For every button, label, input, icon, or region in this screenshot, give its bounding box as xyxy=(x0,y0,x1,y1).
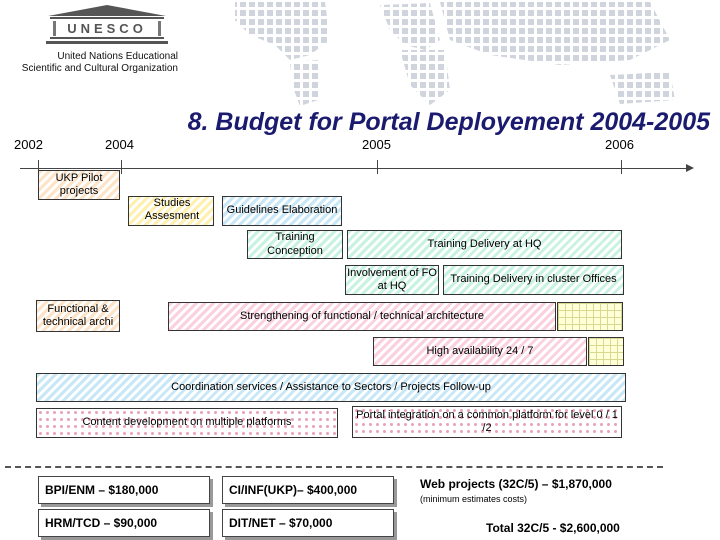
year-label-2005: 2005 xyxy=(362,137,391,152)
task-high-availability-extension xyxy=(588,337,624,366)
org-name-line2: Scientific and Cultural Organization xyxy=(21,63,178,74)
unesco-logo xyxy=(38,4,176,46)
world-map-graphic xyxy=(230,0,710,108)
task-ukp-pilot: UKP Pilot projects xyxy=(38,170,120,200)
budget-dit-net: DIT/NET – $70,000 xyxy=(222,509,394,537)
task-studies-text: Studies Assesment xyxy=(144,197,200,223)
task-strengthening: Strengthening of functional / technical architecture xyxy=(168,302,556,331)
tick-2004 xyxy=(121,160,122,174)
year-label-2006: 2006 xyxy=(605,137,634,152)
page-title: 8. Budget for Portal Deployement 2004-2005 xyxy=(187,108,710,136)
tick-2005 xyxy=(377,160,378,174)
budget-hrm-tcd: HRM/TCD – $90,000 xyxy=(38,509,210,537)
task-high-availability: High availability 24 / 7 xyxy=(373,337,587,366)
task-strengthening-extension xyxy=(557,302,623,331)
task-functional-archi: Functional & technical archi xyxy=(36,300,120,332)
timeline-arrow-icon xyxy=(686,164,694,172)
budget-bpi-enm: BPI/ENM – $180,000 xyxy=(38,476,210,504)
task-involvement-fo: Involvement of FO at HQ xyxy=(345,265,439,295)
budget-total: Total 32C/5 - $2,600,000 xyxy=(486,521,620,535)
task-portal-integration: Portal integration on a common platform for level 0 / 1 /2 xyxy=(352,406,622,438)
org-name-line1: United Nations Educational xyxy=(57,51,178,62)
budget-separator xyxy=(5,466,663,468)
budget-web-projects: Web projects (32C/5) – $1,870,000 xyxy=(420,477,612,491)
budget-web-note: (minimum estimates costs) xyxy=(420,494,528,504)
task-guidelines: Guidelines Elaboration xyxy=(222,196,342,226)
logo-text: UNESCO xyxy=(67,21,147,36)
task-coordination: Coordination services / Assistance to Sectors / Projects Follow-up xyxy=(36,373,626,402)
year-label-2002: 2002 xyxy=(14,137,43,152)
budget-ci-inf: CI/INF(UKP)– $400,000 xyxy=(222,476,394,504)
year-label-2004: 2004 xyxy=(105,137,134,152)
tick-2006 xyxy=(621,160,622,174)
task-training-conception: Training Conception xyxy=(247,230,343,259)
task-training-delivery-hq: Training Delivery at HQ xyxy=(347,230,622,259)
task-content-development: Content development on multiple platforms xyxy=(36,408,338,438)
task-training-cluster: Training Delivery in cluster Offices xyxy=(443,265,624,295)
